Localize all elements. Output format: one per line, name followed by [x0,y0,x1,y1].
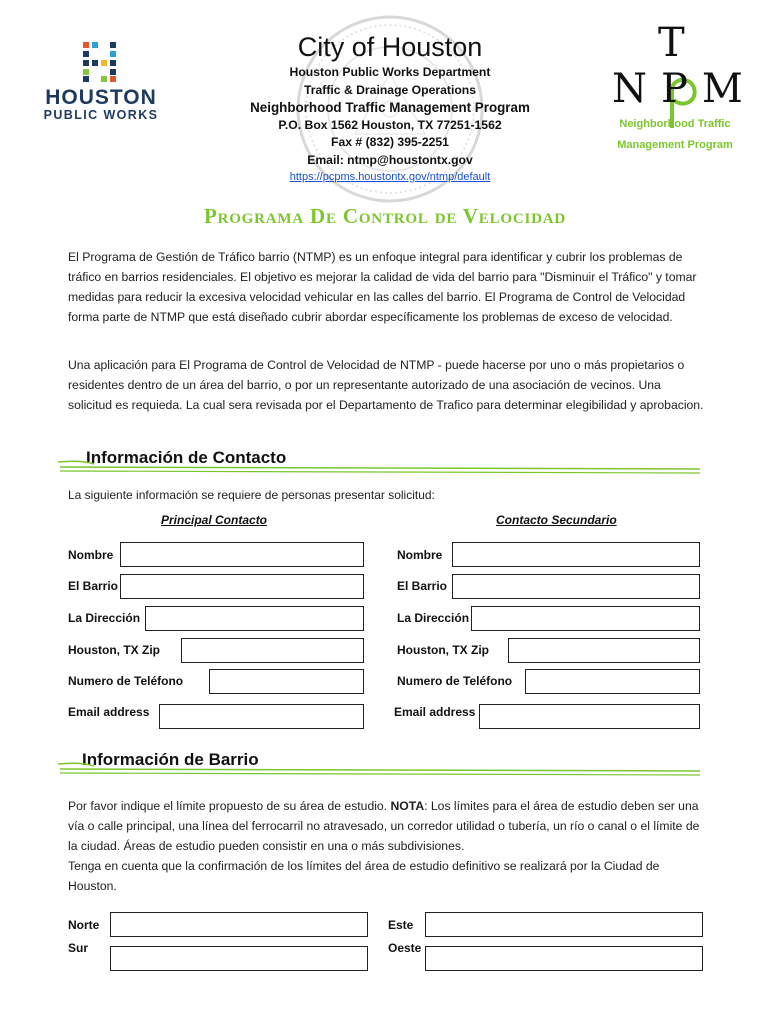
primary-email-label: Email address [68,705,150,719]
logo-word-public-works: PUBLIC WORKS [43,108,159,122]
este-field[interactable] [425,912,703,937]
primary-phone-field[interactable] [209,669,364,694]
secondary-phone-field[interactable] [525,669,700,694]
section-title-barrio: Información de Barrio [82,750,259,769]
barrio-confirmation-text: Tenga en cuenta que la confirmación de los límites del área de estudio definitivo se realizará por la Ciudad de Houston. [68,859,660,893]
secondary-name-label: Nombre [397,548,443,562]
primary-barrio-field[interactable] [120,574,364,599]
barrio-paragraph [68,796,704,856]
secondary-zip-label: Houston, TX Zip [397,643,489,657]
primary-name-field[interactable] [120,542,364,567]
norte-field[interactable] [110,912,368,937]
section-underline-swoosh-icon [58,758,700,778]
primary-address-label: La Dirección [68,611,141,625]
po-box-line: P.O. Box 1562 Houston, TX 77251-1562 [278,117,502,132]
program-line: Neighborhood Traffic Management Program [250,100,530,115]
sur-label: Sur [68,941,89,955]
intro-paragraph-1: El Programa de Gestión de Tráfico barrio (NTMP) es un enfoque integral para identificar y cubrir los problemas de tráfico en barrios residenciales. El objetivo es mejorar la calidad de vida del barrio para "Disminuir el Tráfico" y tomar medidas para reducir la excesiva velocidad vehicular en las calles del barrio. El Programa de Control de Velocidad forma parte de NTMP que está diseñado cubrir abordar específicamente los problemas de exceso de velocidad. [68,250,697,324]
dept-line: Houston Public Works Department [289,65,491,79]
primary-name-label: Nombre [68,548,114,562]
barrio-text-after-nota: : Los límites para el área de estudio deben ser una vía o calle principal, una línea del ferrocarril no atravesado, un corredor utilidad o tubería, un río o canal o el límite de la ciudad. Áreas de estudio pueden consistir en una o más subdivisiones. [68,799,700,853]
nota-label: NOTA [390,799,425,813]
division-line: Traffic & Drainage Operations [303,82,477,97]
este-label: Este [388,918,414,932]
logo-caption-line1: Neighborhood Traffic [619,118,731,130]
houston-public-works-logo [36,42,166,126]
sur-field[interactable] [110,946,368,971]
secondary-barrio-field[interactable] [452,574,700,599]
website-link[interactable]: https://pcpms.houstontx.gov/ntmp/default [289,171,491,183]
secondary-contact-heading: Contacto Secundario [496,513,617,527]
logo-caption-line2: Management Program [617,139,733,151]
secondary-barrio-label: El Barrio [397,579,448,593]
secondary-address-field[interactable] [471,606,700,631]
secondary-email-label: Email address [394,705,476,719]
contact-note: La siguiente información se requiere de personas presentar solicitud: [68,488,435,502]
logo-letters-npm: NPM [612,66,757,112]
header-center [200,30,580,185]
secondary-name-field[interactable] [452,542,700,567]
email-line: Email: ntmp@houstontx.gov [307,152,473,167]
ntmp-logo [600,20,757,160]
primary-zip-field[interactable] [181,638,364,663]
secondary-phone-label: Numero de Teléfono [397,674,513,688]
primary-email-field[interactable] [159,704,364,729]
page-title: Programa De Control de Velocidad [203,204,567,228]
houston-h-mark-icon [83,42,119,82]
oeste-field[interactable] [425,946,703,971]
section-title-contact: Información de Contacto [86,448,287,467]
section-underline-swoosh-icon [58,456,700,476]
primary-barrio-label: El Barrio [68,579,119,593]
oeste-label: Oeste [388,941,422,955]
norte-label: Norte [68,918,100,932]
intro-paragraph-2: Una aplicación para El Programa de Control de Velocidad de NTMP - puede hacerse por uno o más propietarios o residentes dentro de un área del barrio, o por un representante autorizado de una asociación de vecinos. Una solicitud es requieda. La cual sera revisada por el Departamento de Trafico para determinar elegibilidad y aprobacion. [68,358,704,412]
primary-address-field[interactable] [145,606,364,631]
fax-line: Fax # (832) 395-2251 [331,135,449,149]
primary-zip-label: Houston, TX Zip [68,643,160,657]
primary-contact-heading: Principal Contacto [161,513,268,527]
logo-letter-t: T [658,20,685,66]
secondary-address-label: La Dirección [397,611,470,625]
city-title: City of Houston [297,32,483,62]
secondary-email-field[interactable] [479,704,700,729]
logo-word-houston: HOUSTON [45,86,157,109]
barrio-text-before-nota: Por favor indique el límite propuesto de su área de estudio. [68,799,391,813]
primary-phone-label: Numero de Teléfono [68,674,184,688]
secondary-zip-field[interactable] [508,638,700,663]
